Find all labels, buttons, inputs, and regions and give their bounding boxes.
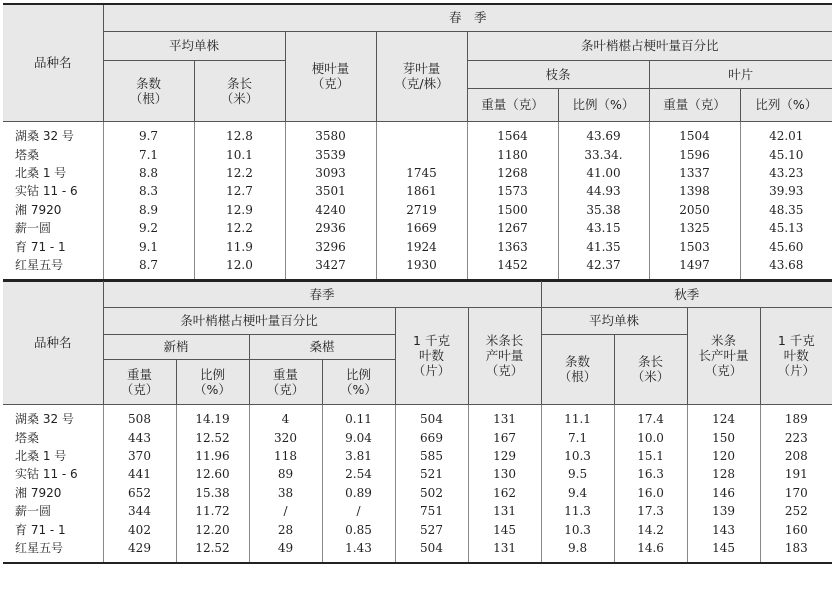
spring-cell-c1: 9.2 [103,219,194,237]
season-cell-c6: 167 [468,429,541,447]
spring-cell-c2: 12.9 [194,201,285,219]
spring-cell-c4: 1669 [376,219,467,237]
header-leaf-count: 1 千克 叶数 （片） [395,307,468,404]
table-row [3,146,832,164]
variety-name-cell: 北桑 1 号 [3,447,103,465]
variety-name-cell: 育 71 - 1 [3,521,103,539]
season-cell-c1: 370 [103,447,176,465]
season-cell-c1: 443 [103,429,176,447]
season-cell-c5: 521 [395,466,468,484]
season-cell-c6: 131 [468,503,541,521]
header-leaf-weight: 重量（克） [649,88,740,121]
table-row [3,521,832,539]
spring-cell-c2: 11.9 [194,238,285,256]
season-cell-c6: 145 [468,521,541,539]
spring-cell-c2: 12.8 [194,121,285,146]
season-cell-c5: 527 [395,521,468,539]
spring-cell-c7: 1398 [649,183,740,201]
header-branch-count-2: 条数 （根） [541,334,614,404]
spring-cell-c7: 1504 [649,121,740,146]
season-cell-c2: 12.20 [176,521,249,539]
variety-name-cell: 红星五号 [3,539,103,562]
season-cell-c10: 223 [784,430,808,445]
spring-cell-c2: 10.1 [194,146,285,164]
season-cell-c10: 191 [784,467,808,482]
season-cell-c2: 11.96 [176,447,249,465]
season-cell-c9: 146 [687,484,760,502]
season-cell-c7: 7.1 [541,429,614,447]
season-cell-c4: 9.04 [322,429,395,447]
season-cell-c4: 3.81 [322,447,395,465]
variety-name-cell: 红星五号 [3,256,103,279]
variety-name-cell: 薪一圆 [3,219,103,237]
spring-cell-c4: 1930 [376,256,467,279]
season-cell-c3: 28 [249,521,322,539]
season-cell-c5: 669 [395,429,468,447]
spring-cell-c1: 8.7 [103,256,194,279]
season-cell-c10: 160 [784,522,808,537]
season-cell-c10: 183 [760,539,832,562]
season-cell-c1: 652 [103,484,176,502]
season-cell-c9: 145 [687,539,760,562]
season-cell-c7: 9.8 [541,539,614,562]
season-cell-c2: 14.19 [176,404,249,429]
variety-name-cell: 湘 7920 [3,201,103,219]
header-stem-leaf: 梗叶量 （克） [285,31,376,121]
table-row [3,503,832,521]
spring-cell-c8: 43.68 [740,256,832,279]
spring-cell-c3: 3093 [285,164,376,182]
spring-cell-c1: 7.1 [103,146,194,164]
spring-cell-c1: 8.8 [103,164,194,182]
season-cell-c7: 11.3 [541,503,614,521]
spring-cell-c5: 1564 [467,121,558,146]
data-tables [3,3,832,564]
spring-cell-c1: 8.9 [103,201,194,219]
header-yield-per-m-autumn: 米条 长产叶量 （克） [687,307,760,404]
header-autumn: 秋季 [541,281,832,307]
season-cell-c2: 12.52 [176,539,249,562]
header-ratio-2: 条叶梢椹占梗叶量百分比 [103,307,395,334]
header-shoot-weight: 重量 （克） [103,359,176,404]
season-cell-c8: 15.1 [614,447,687,465]
season-cell-c2: 11.72 [176,503,249,521]
header-branch-length-2: 条长 （米） [614,334,687,404]
spring-cell-c5: 1363 [467,238,558,256]
season-cell-c10: 189 [784,412,808,427]
spring-cell-c5: 1268 [467,164,558,182]
header-ratio: 条叶梢椹占梗叶量百分比 [467,31,832,60]
spring-cell-c6: 41.35 [558,238,649,256]
season-cell-c10: 170 [784,485,808,500]
spring-cell-c6: 42.37 [558,256,649,279]
header-leaf-count-autumn: 1 千克 叶数 （片） [760,307,832,404]
spring-cell-c3: 3501 [285,183,376,201]
season-cell-c3: 49 [249,539,322,562]
spring-cell-c6: 43.15 [558,219,649,237]
season-cell-c4: 0.89 [322,484,395,502]
spring-cell-c3: 3580 [285,121,376,146]
season-cell-c3: 118 [249,447,322,465]
header-variety: 品种名 [3,4,103,121]
season-cell-c9: 120 [687,447,760,465]
variety-name-cell: 湖桑 32 号 [3,121,103,146]
season-cell-c3: / [249,503,322,521]
table-row [3,404,832,429]
season-cell-c9: 128 [687,466,760,484]
header-mulberry-weight: 重量 （克） [249,359,322,404]
spring-cell-c5: 1180 [467,146,558,164]
season-cell-c7: 11.1 [541,404,614,429]
season-cell-c8: 10.0 [614,429,687,447]
spring-cell-c6: 43.69 [558,121,649,146]
season-cell-c3: 89 [249,466,322,484]
spring-cell-c7: 1596 [649,146,740,164]
season-cell-c5: 751 [395,503,468,521]
season-cell-c9: 124 [687,404,760,429]
spring-cell-c4: 1861 [376,183,467,201]
header-branch-length: 条长 （米） [194,60,285,121]
season-cell-c1: 402 [103,521,176,539]
spring-cell-c4 [376,121,467,146]
spring-cell-c5: 1500 [467,201,558,219]
season-cell-c5: 504 [395,539,468,562]
table-row [3,164,832,182]
spring-cell-c8: 48.35 [769,202,804,217]
header-avg-per-branch: 平均单株 [103,31,285,60]
spring-cell-c7: 2050 [649,201,740,219]
header-variety-2: 品种名 [3,281,103,404]
variety-name-cell: 实钴 11 - 6 [3,466,103,484]
spring-cell-c7: 1497 [649,256,740,279]
season-cell-c2: 15.38 [176,484,249,502]
header-yield-per-m: 米条长 产叶量 （克） [468,307,541,404]
spring-cell-c2: 12.2 [194,219,285,237]
season-cell-c2: 12.52 [176,429,249,447]
variety-name-cell: 实钴 11 - 6 [3,183,103,201]
spring-cell-c4: 1745 [376,164,467,182]
header-branch-ratio: 比例（%） [558,88,649,121]
season-cell-c6: 162 [468,484,541,502]
variety-name-cell: 湖桑 32 号 [3,404,103,429]
season-cell-c7: 9.5 [541,466,614,484]
table-row [3,183,832,201]
variety-name-cell: 湘 7920 [3,484,103,502]
season-cell-c8: 17.3 [614,503,687,521]
table-row [3,121,832,146]
season-cell-c10: 252 [784,504,808,519]
season-cell-c7: 10.3 [541,521,614,539]
season-cell-c5: 585 [395,447,468,465]
header-avg-per-branch-2: 平均单株 [541,307,687,334]
season-cell-c5: 502 [395,484,468,502]
season-cell-c4: 1.43 [322,539,395,562]
header-bud-leaf: 芽叶量 （克/株） [376,31,467,121]
season-cell-c4: 0.85 [322,521,395,539]
spring-cell-c4 [376,146,467,164]
season-cell-c1: 441 [103,466,176,484]
season-cell-c1: 344 [103,503,176,521]
header-mulberry-ratio: 比例 （%） [322,359,395,404]
table-row [3,447,832,465]
table-row [3,466,832,484]
spring-cell-c7: 1325 [649,219,740,237]
spring-cell-c6: 33.34. [558,146,649,164]
spring-cell-c8: 45.60 [769,239,804,254]
season-cell-c9: 139 [687,503,760,521]
spring-cell-c4: 1924 [376,238,467,256]
spring-cell-c5: 1573 [467,183,558,201]
spring-cell-c1: 9.1 [103,238,194,256]
variety-name-cell: 育 71 - 1 [3,238,103,256]
season-cell-c6: 129 [468,447,541,465]
header-branch: 枝条 [467,60,649,88]
table-spring-autumn-stats [3,281,832,564]
season-cell-c4: 0.11 [322,404,395,429]
header-leaf: 叶片 [649,60,832,88]
season-cell-c6: 131 [468,404,541,429]
season-cell-c1: 508 [103,404,176,429]
spring-cell-c8: 42.01 [769,129,804,144]
season-cell-c8: 17.4 [614,404,687,429]
table-row [3,429,832,447]
spring-cell-c7: 1503 [649,238,740,256]
season-cell-c8: 14.6 [614,539,687,562]
spring-cell-c2: 12.0 [194,256,285,279]
season-cell-c2: 12.60 [176,466,249,484]
spring-cell-c3: 3296 [285,238,376,256]
spring-cell-c6: 41.00 [558,164,649,182]
season-cell-c1: 429 [103,539,176,562]
spring-cell-c7: 1337 [649,164,740,182]
spring-cell-c1: 9.7 [103,121,194,146]
season-cell-c6: 131 [468,539,541,562]
season-cell-c4: 2.54 [322,466,395,484]
season-cell-c9: 143 [687,521,760,539]
spring-cell-c5: 1267 [467,219,558,237]
header-leaf-ratio: 比列（%） [740,88,832,121]
header-branch-weight: 重量（克） [467,88,558,121]
spring-cell-c3: 2936 [285,219,376,237]
spring-cell-c6: 35.38 [558,201,649,219]
table-row [3,484,832,502]
season-cell-c9: 150 [687,429,760,447]
variety-name-cell: 北桑 1 号 [3,164,103,182]
spring-cell-c5: 1452 [467,256,558,279]
header-new-shoot: 新梢 [103,334,249,359]
header-mulberry: 桑椹 [249,334,395,359]
variety-name-cell: 塔桑 [3,429,103,447]
season-cell-c6: 130 [468,466,541,484]
spring-cell-c1: 8.3 [103,183,194,201]
season-cell-c4: / [322,503,395,521]
season-cell-c8: 16.3 [614,466,687,484]
season-cell-c5: 504 [395,404,468,429]
table-spring-stats [3,3,832,281]
spring-cell-c8: 45.13 [769,221,804,236]
table-row [3,539,832,562]
spring-cell-c2: 12.2 [194,164,285,182]
header-season-spring: 春 季 [103,4,832,31]
variety-name-cell: 薪一圆 [3,503,103,521]
spring-cell-c3: 4240 [285,201,376,219]
table-row [3,256,832,279]
spring-cell-c4: 2719 [376,201,467,219]
spring-cell-c6: 44.93 [558,183,649,201]
header-shoot-ratio: 比例 （%） [176,359,249,404]
season-cell-c3: 38 [249,484,322,502]
variety-name-cell: 塔桑 [3,146,103,164]
spring-cell-c8: 45.10 [769,147,804,162]
season-cell-c7: 9.4 [541,484,614,502]
spring-cell-c8: 43.23 [769,165,804,180]
season-cell-c10: 208 [784,449,808,464]
spring-cell-c8: 39.93 [769,184,804,199]
spring-cell-c2: 12.7 [194,183,285,201]
header-spring: 春季 [103,281,541,307]
spring-cell-c3: 3539 [285,146,376,164]
spring-cell-c3: 3427 [285,256,376,279]
table-row [3,201,832,219]
table-row [3,238,832,256]
season-cell-c8: 16.0 [614,484,687,502]
season-cell-c3: 4 [249,404,322,429]
header-branch-count: 条数 （根） [103,60,194,121]
table-row [3,219,832,237]
season-cell-c3: 320 [249,429,322,447]
season-cell-c7: 10.3 [541,447,614,465]
season-cell-c8: 14.2 [614,521,687,539]
